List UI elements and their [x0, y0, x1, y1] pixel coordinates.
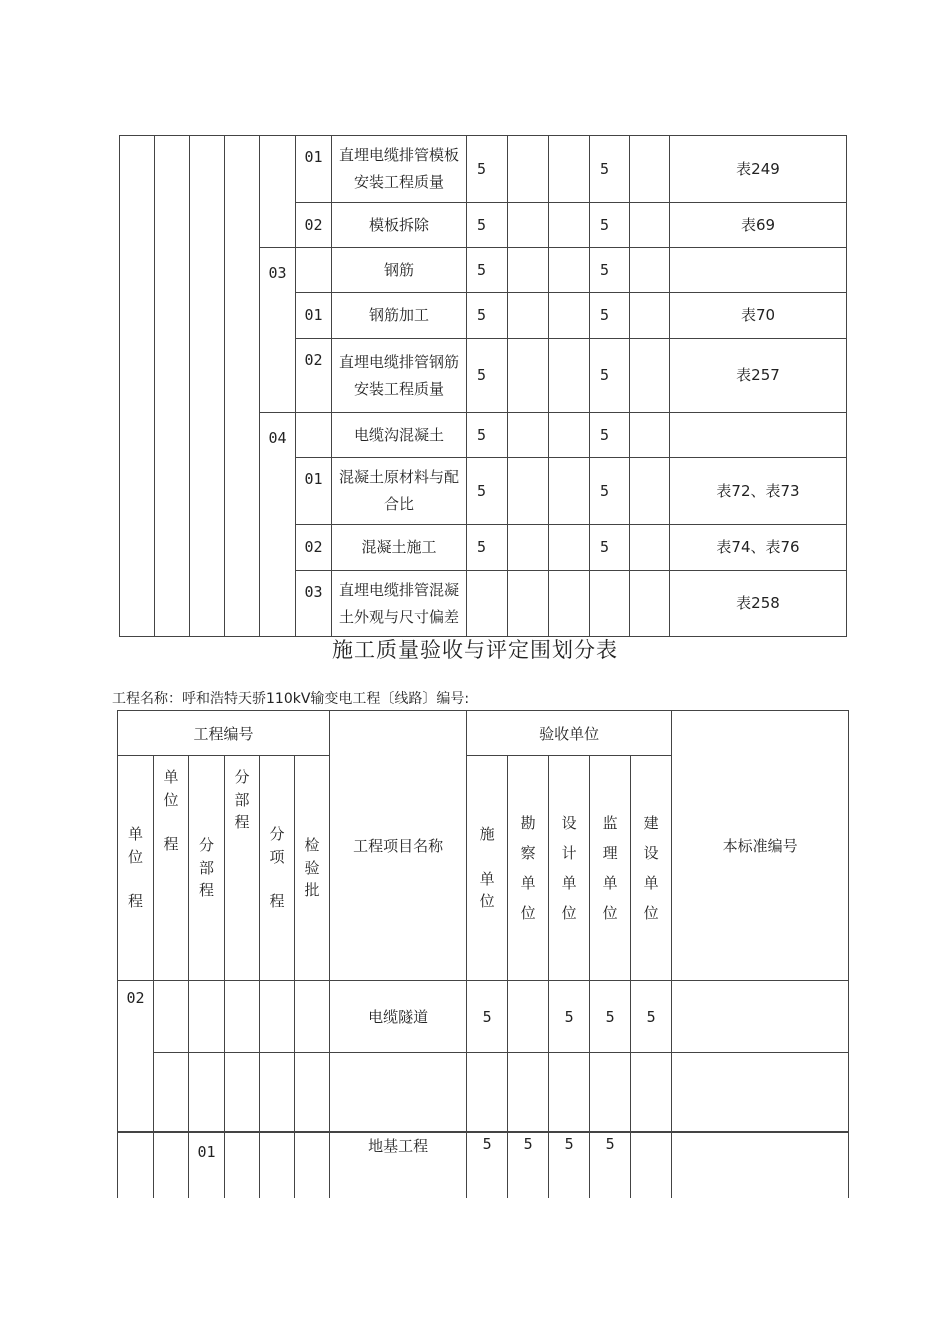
value-design: 5 — [549, 981, 590, 1053]
value-construct: 5 — [467, 248, 508, 293]
header-standard-number: 本标准编号 — [672, 711, 849, 981]
item-name: 直埋电缆排管钢筋安装工程质量 — [332, 339, 467, 413]
value-supervise: 5 — [590, 293, 630, 339]
subpart-col-blank — [225, 136, 260, 637]
standard-ref: 表258 — [670, 571, 847, 637]
header-item-name: 工程项目名称 — [330, 711, 467, 981]
item-name: 直埋电缆排管模板安装工程质量 — [332, 136, 467, 203]
header-construction-unit: 施 单 位 — [467, 756, 508, 981]
value-supervise: 5 — [590, 136, 630, 203]
item-code — [260, 136, 296, 248]
page-title: 施工质量验收与评定围划分表 — [332, 638, 618, 662]
batch-code: 02 — [296, 525, 332, 571]
value-construct: 5 — [467, 458, 508, 525]
value-construct: 5 — [467, 1132, 508, 1198]
header-survey-unit: 勘 察 单 位 — [508, 756, 549, 981]
batch-code: 02 — [296, 339, 332, 413]
part-col-blank — [190, 136, 225, 637]
value-supervise: 5 — [590, 203, 630, 248]
unit-col-blank — [120, 136, 155, 637]
item-code: 03 — [260, 248, 296, 413]
division-table — [117, 710, 849, 1198]
header-inspection-batch: 检 验 批 — [295, 756, 330, 981]
value-supervise: 5 — [590, 458, 630, 525]
batch-code: 03 — [296, 571, 332, 637]
header-subpart-project: 分 部 程 — [225, 756, 260, 981]
value-supervise: 5 — [590, 248, 630, 293]
standard-ref: 表257 — [670, 339, 847, 413]
item-name: 钢筋加工 — [332, 293, 467, 339]
value-supervise: 5 — [590, 525, 630, 571]
header-unit-project: 单 位 程 — [118, 756, 154, 981]
value-construct: 5 — [467, 339, 508, 413]
value-construct: 5 — [467, 136, 508, 203]
header-supervision-unit: 监 理 单 位 — [590, 756, 631, 981]
item-name: 混凝土施工 — [332, 525, 467, 571]
header-project-code: 工程编号 — [118, 711, 330, 756]
value-supervise: 5 — [590, 1132, 631, 1198]
batch-code: 01 — [296, 136, 332, 203]
value-construct: 5 — [467, 293, 508, 339]
value-supervise: 5 — [590, 413, 630, 458]
item-name: 模板拆除 — [332, 203, 467, 248]
header-subunit-project: 单 位 程 — [154, 756, 189, 981]
header-acceptance-units: 验收单位 — [467, 711, 672, 756]
standard-ref — [670, 248, 847, 293]
continuation-table — [119, 135, 847, 637]
batch-code: 01 — [296, 293, 332, 339]
batch-code — [296, 248, 332, 293]
item-name: 直埋电缆排管混凝土外观与尺寸偏差 — [332, 571, 467, 637]
header-subitem-project: 分 项 程 — [260, 756, 295, 981]
item-name: 电缆隧道 — [330, 981, 467, 1053]
item-name: 电缆沟混凝土 — [332, 413, 467, 458]
standard-ref: 表70 — [670, 293, 847, 339]
value-supervise: 5 — [590, 339, 630, 413]
item-code: 04 — [260, 413, 296, 637]
project-name-line: 工程名称：呼和浩特天骄110kV输变电工程〔线路〕编号: — [112, 691, 470, 707]
value-construct: 5 — [467, 203, 508, 248]
item-name: 钢筋 — [332, 248, 467, 293]
value-build: 5 — [631, 981, 672, 1053]
value-survey: 5 — [508, 1132, 549, 1198]
unit-code: 02 — [118, 981, 154, 1132]
subunit-col-blank — [155, 136, 190, 637]
batch-code — [296, 413, 332, 458]
standard-ref: 表74、表76 — [670, 525, 847, 571]
item-name: 地基工程 — [330, 1132, 467, 1198]
header-part-project: 分 部 程 — [189, 756, 225, 981]
value-construct: 5 — [467, 981, 508, 1053]
standard-ref: 表69 — [670, 203, 847, 248]
value-construct: 5 — [467, 413, 508, 458]
standard-ref: 表249 — [670, 136, 847, 203]
value-design: 5 — [549, 1132, 590, 1198]
header-design-unit: 设 计 单 位 — [549, 756, 590, 981]
standard-ref — [670, 413, 847, 458]
item-name: 混凝土原材料与配合比 — [332, 458, 467, 525]
value-construct: 5 — [467, 525, 508, 571]
batch-code: 02 — [296, 203, 332, 248]
part-code: 01 — [189, 1132, 225, 1198]
batch-code: 01 — [296, 458, 332, 525]
header-owner-unit: 建 设 单 位 — [631, 756, 672, 981]
standard-ref: 表72、表73 — [670, 458, 847, 525]
value-supervise: 5 — [590, 981, 631, 1053]
